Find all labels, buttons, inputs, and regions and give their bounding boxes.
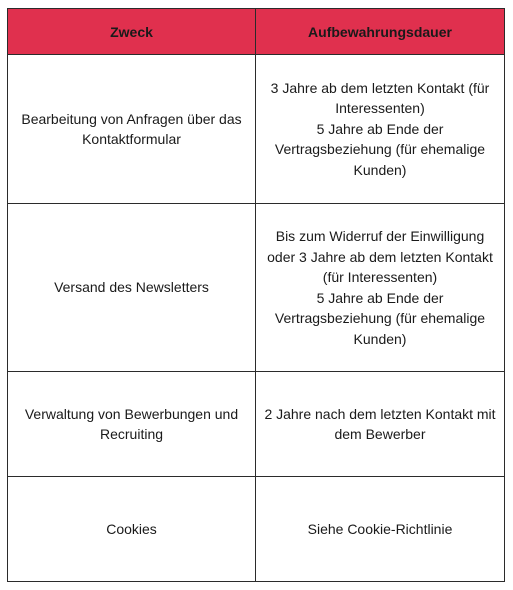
table-row (8, 204, 505, 372)
purpose-cell: Cookies (8, 477, 256, 582)
table-header (8, 9, 505, 55)
header-purpose: Zweck (8, 9, 256, 55)
duration-cell: 2 Jahre nach dem letzten Kontakt mit dem Bewerber (256, 372, 505, 477)
duration-cell: 3 Jahre ab dem letzten Kontakt (für Interessenten) 5 Jahre ab Ende der Vertragsbeziehung (für ehemalige Kunden) (256, 55, 505, 204)
table-body (8, 55, 505, 582)
duration-cell: Bis zum Widerruf der Einwilligung oder 3 Jahre ab dem letzten Kontakt (für Interessenten) 5 Jahre ab Ende der Vertragsbeziehung (für ehemalige Kunden) (256, 204, 505, 372)
purpose-cell: Bearbeitung von Anfragen über das Kontaktformular (8, 55, 256, 204)
purpose-cell: Versand des Newsletters (8, 204, 256, 372)
table-row (8, 55, 505, 204)
header-row (8, 9, 505, 55)
header-duration: Aufbewahrungsdauer (256, 9, 505, 55)
purpose-cell: Verwaltung von Bewerbungen und Recruiting (8, 372, 256, 477)
table-row (8, 477, 505, 582)
table-row (8, 372, 505, 477)
duration-cell: Siehe Cookie-Richtlinie (256, 477, 505, 582)
retention-table (7, 8, 505, 582)
